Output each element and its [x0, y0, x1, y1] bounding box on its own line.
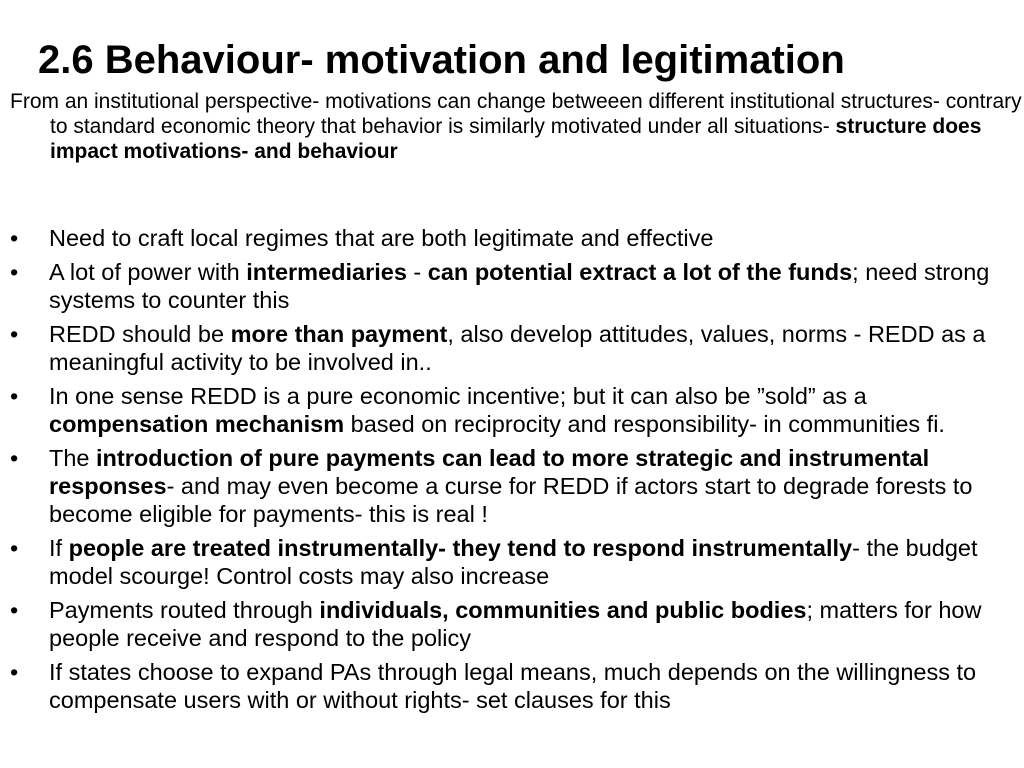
bullet-item-7	[0, 596, 1024, 652]
intro-bold-text: structure does impact motivations- and behaviour	[50, 115, 982, 163]
bullet-text: - and may even become a curse for REDD if actors start to degrade forests to become eligible for payments- this is real !	[49, 473, 973, 527]
bullet-item-3	[0, 320, 1024, 376]
bullet-text: - the budget model scourge! Control costs may also increase	[49, 535, 978, 589]
bullet-item-2	[0, 258, 1024, 314]
bullet-text: A lot of power with	[49, 259, 247, 285]
bullet-bold-text: compensation mechanism	[49, 411, 345, 437]
bullet-text: Need to craft local regimes that are both legitimate and effective	[49, 225, 714, 251]
bullet-item-6	[0, 534, 1024, 590]
bullet-text: Payments routed through	[49, 597, 320, 623]
bullet-marker: •	[10, 259, 19, 285]
bullet-text: based on reciprocity and responsibility- in communities fi.	[344, 411, 945, 437]
bullet-marker: •	[10, 535, 19, 561]
bullet-item-5	[0, 444, 1024, 528]
bullet-item-8	[0, 658, 1024, 714]
bullet-text: ; need strong systems to counter this	[49, 259, 990, 313]
bullet-text: ; matters for how people receive and respond to the policy	[49, 597, 982, 651]
bullet-text: If states choose to expand PAs through legal means, much depends on the willingness to compensate users with or without rights- set clauses for this	[49, 659, 977, 713]
intro-text: From an institutional perspective- motivations can change betweeen different institutional structures- contrary to standard economic theory that behavior is similarly motivated under all situations-	[10, 90, 1022, 138]
intro-paragraph	[10, 89, 1024, 164]
bullet-text: In one sense REDD is a pure economic incentive; but it can also be ”sold” as a	[49, 383, 867, 409]
bullet-bold-text: individuals, communities and public bodies	[319, 597, 807, 623]
bullet-bold-text: can potential extract a lot of the funds	[427, 259, 853, 285]
bullet-marker: •	[10, 383, 19, 409]
bullet-marker: •	[10, 225, 19, 251]
bullet-marker: •	[10, 659, 19, 685]
bullet-bold-text: people are treated instrumentally- they tend to respond instrumentally	[68, 535, 853, 561]
bullet-text: REDD should be	[49, 321, 231, 347]
bullet-bold-text: introduction of pure payments can lead to more strategic and instrumental responses	[49, 445, 930, 499]
bullet-marker: •	[10, 597, 19, 623]
bullet-bold-text: more than payment	[230, 321, 448, 347]
bullet-text: The	[49, 445, 97, 471]
bullet-bold-text: intermediaries	[246, 259, 407, 285]
bullet-text: -	[406, 259, 428, 285]
bullet-text: , also develop attitudes, values, norms - REDD as a meaningful activity to be involved in..	[49, 321, 986, 375]
bullet-text: If	[49, 535, 69, 561]
slide-title: 2.6 Behaviour- motivation and legitimation	[38, 38, 845, 82]
bullet-marker: •	[10, 445, 19, 471]
bullet-list	[0, 224, 1024, 720]
bullet-item-4	[0, 382, 1024, 438]
bullet-marker: •	[10, 321, 19, 347]
bullet-item-1	[0, 224, 1024, 252]
